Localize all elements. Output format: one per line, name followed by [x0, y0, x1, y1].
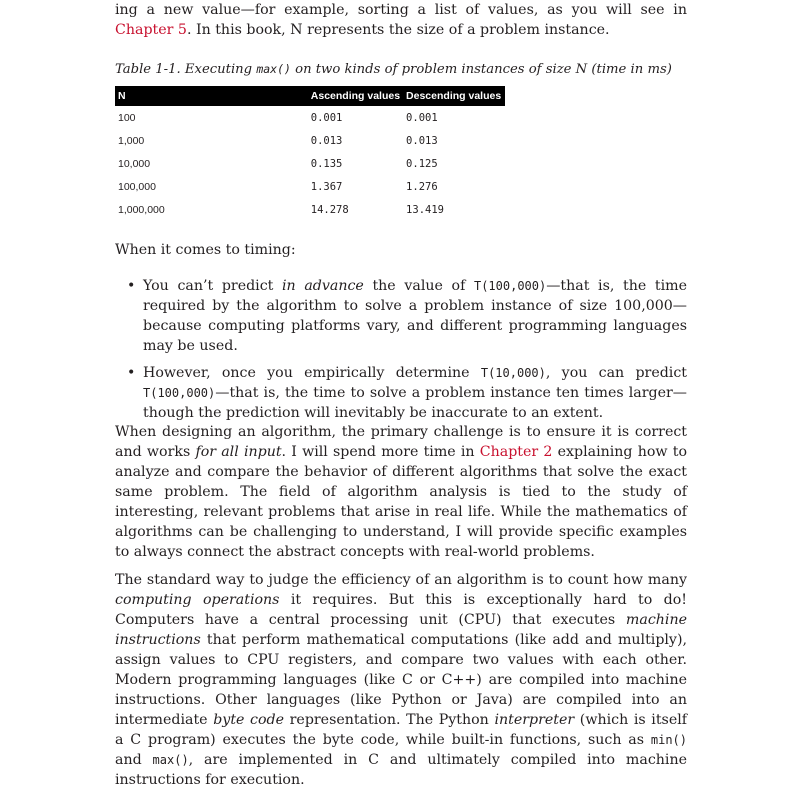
bullet1-text-c: —that is, the time required by the algorithm to solve a problem instance of size 100,000—because computing platforms vary, and different programming languages may be used. [143, 278, 687, 354]
cell-ascending: 0.135 [310, 157, 343, 170]
list-item [115, 363, 687, 423]
bullet1-code: T(100,000) [473, 279, 547, 293]
standard-text-b: it requires. But this is exceptionally hard to do! Computers have a central processing unit (CPU) that executes [115, 592, 687, 628]
caption-code: max() [256, 62, 291, 76]
intro-text-b: . In this book, N represents the size of a problem instance. [186, 22, 610, 38]
timing-table [115, 86, 505, 221]
chapter-5-link[interactable]: Chapter 5 [115, 22, 187, 38]
design-text-a: When designing an algorithm, the primary challenge is to ensure it is correct and works [115, 424, 687, 460]
standard-text-g: , are implemented in C and ultimately compiled into machine instructions for execution. [115, 752, 687, 788]
header-ascending: Ascending values [308, 86, 403, 106]
table-row [115, 129, 505, 152]
standard-text-e: (which is itself a C program) executes the byte code, while built-in functions, such as [115, 712, 687, 748]
bullet2-code-2: T(100,000) [143, 386, 216, 400]
standard-emphasis-3: byte code [213, 712, 285, 728]
design-paragraph [115, 422, 687, 562]
table-row [115, 106, 505, 129]
intro-text-a: ing a new value—for example, sorting a list of values, as you will see in [115, 2, 687, 18]
standard-paragraph [115, 570, 687, 790]
cell-ascending: 0.013 [310, 134, 343, 147]
bullet2-text-c: —that is, the time to solve a problem instance ten times larger—though the prediction will inevitably be inaccurate to an extent. [143, 385, 687, 421]
design-emphasis: for all input [195, 444, 282, 460]
cell-descending: 1.276 [406, 180, 438, 193]
standard-code-max: max() [152, 753, 189, 767]
bullet2-text-b: , you can predict [545, 365, 687, 381]
cell-descending: 0.001 [406, 111, 438, 124]
table-caption [115, 60, 672, 79]
chapter-2-link[interactable]: Chapter 2 [479, 444, 553, 460]
cell-n: 100,000 [118, 180, 156, 193]
design-text-c: explaining how to analyze and compare the behavior of different algorithms that solve the exact same problem. The field of algorithm analysis is tied to the study of interesting, relevant problems that arise in real life. While the mathematics of algorithms can be challenging to understand, I will provide specific examples to always connect the abstract concepts with real-world problems. [115, 444, 687, 560]
bullet2-code-1: T(10,000) [480, 366, 546, 380]
standard-text-f: and [115, 752, 153, 768]
cell-n: 1,000,000 [118, 203, 165, 216]
bullet-dot: • [127, 278, 136, 294]
standard-emphasis-2: machine instructions [115, 612, 687, 648]
standard-text-d: representation. The Python [284, 712, 495, 728]
standard-code-min: min() [650, 733, 687, 747]
bullet1-text-b: the value of [363, 278, 474, 294]
standard-text-c: that perform mathematical computations (like add and multiply), assign values to CPU registers, and compare two values with each other. Modern programming languages (like C or C++) are compiled into machine instructions. Other languages (like Python or Java) are compiled into an intermediate [115, 632, 687, 728]
cell-n: 10,000 [118, 157, 151, 170]
intro-paragraph [115, 0, 687, 40]
cell-n: 100 [118, 111, 136, 124]
bullet1-emphasis: in advance [282, 278, 364, 294]
cell-descending: 0.125 [406, 157, 438, 170]
cell-ascending: 0.001 [310, 111, 343, 124]
bullet-dot: • [127, 365, 136, 381]
standard-emphasis-1: computing operations [115, 592, 280, 608]
cell-descending: 13.419 [406, 203, 444, 216]
cell-ascending: 14.278 [310, 203, 349, 216]
design-text-b: . I will spend more time in [281, 444, 480, 460]
cell-descending: 0.013 [406, 134, 438, 147]
table-row [115, 152, 505, 175]
standard-emphasis-4: interpreter [494, 712, 575, 728]
standard-text-a: The standard way to judge the efficiency of an algorithm is to count how many [115, 572, 687, 588]
header-n: N [115, 86, 308, 106]
cell-ascending: 1.367 [310, 180, 343, 193]
timing-intro: When it comes to timing: [115, 242, 296, 258]
caption-suffix: on two kinds of problem instances of size N (time in ms) [290, 62, 672, 77]
header-descending: Descending values [403, 86, 505, 106]
caption-prefix: Table 1-1. Executing [115, 62, 257, 77]
bullet2-text-a: However, once you empirically determine [143, 365, 481, 381]
table-row [115, 175, 505, 198]
list-item [115, 276, 687, 356]
cell-n: 1,000 [118, 134, 145, 147]
table-header-row [115, 86, 505, 106]
table-row [115, 198, 505, 221]
timing-bullet-list [115, 276, 687, 430]
bullet1-text-a: You can’t predict [143, 278, 283, 294]
